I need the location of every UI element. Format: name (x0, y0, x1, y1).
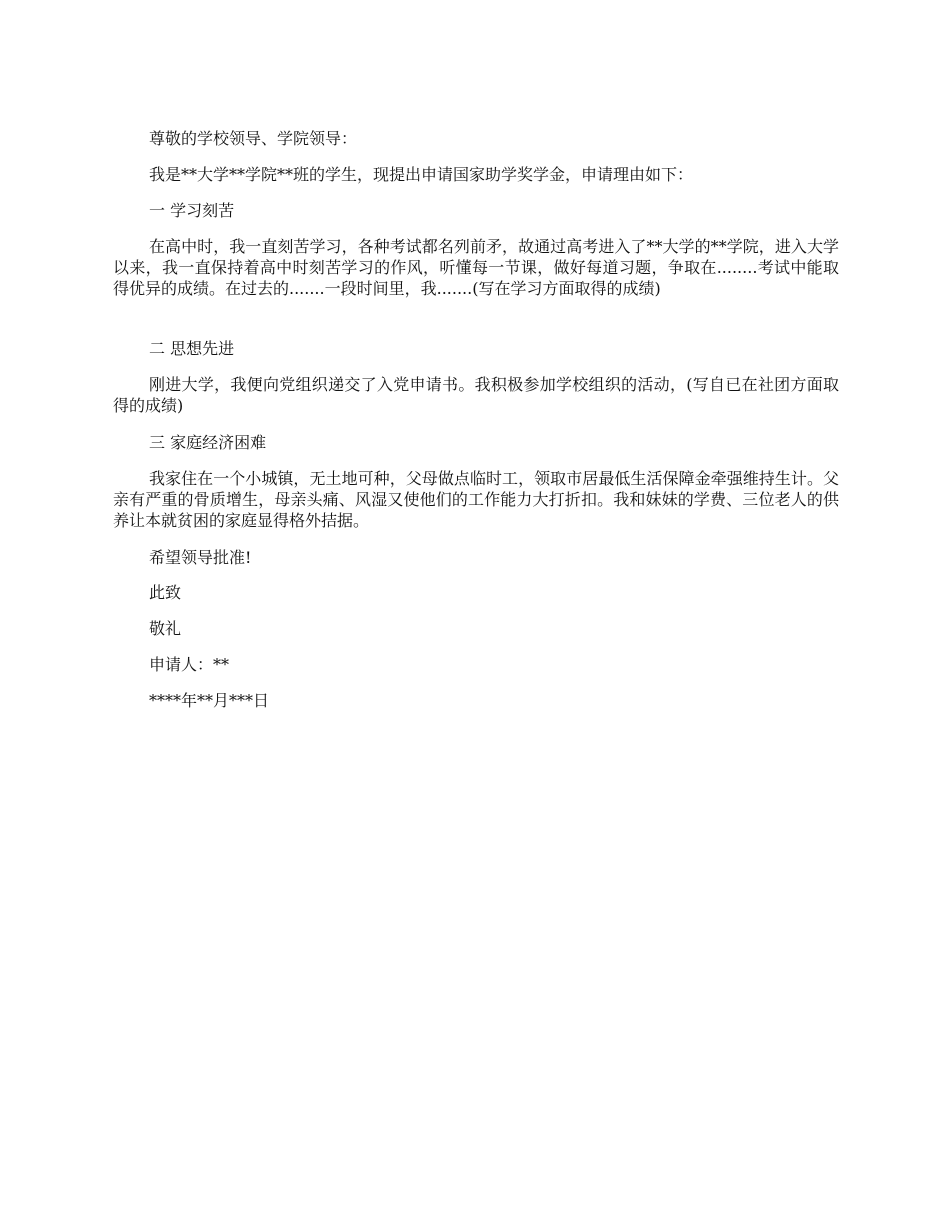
intro-paragraph: 我是**大学**学院**班的学生，现提出申请国家助学奖学金，申请理由如下： (149, 165, 694, 184)
section2-body: 刚进大学，我便向党组织递交了入党申请书。我积极参加学校组织的活动，(写自已在社团方面取得的成绩) (113, 375, 839, 415)
applicant-line: 申请人：** (149, 655, 230, 674)
closing-line-2: 敬礼 (149, 619, 182, 638)
section3-heading: 三 家庭经济困难 (149, 433, 267, 452)
section3-body: 我家住在一个小城镇，无土地可种，父母做点临时工，领取市居最低生活保障金牵强维持生计。父亲有严重的骨质增生，母亲头痛、风湿又使他们的工作能力大打折扣。我和妹妹的学费、三位老人的供养让本就贫困的家庭显得格外拮据。 (113, 469, 839, 530)
section1-body: 在高中时，我一直刻苦学习，各种考试都名列前矛，故通过高考进入了**大学的**学院，进入大学以来，我一直保持着高中时刻苦学习的作风，听懂每一节课，做好每道习题，争取在........考试中能取得优异的成绩。在过去的.......一段时间里，我.......(写在学习方面取得的成绩) (113, 237, 839, 298)
section1-heading: 一 学习刻苦 (149, 201, 235, 220)
date-line: ****年**月***日 (149, 691, 270, 710)
salutation: 尊敬的学校领导、学院领导： (149, 129, 358, 148)
closing-line-1: 此致 (149, 583, 182, 602)
request-line: 希望领导批准! (149, 548, 252, 567)
section2-heading: 二 思想先进 (149, 339, 235, 358)
